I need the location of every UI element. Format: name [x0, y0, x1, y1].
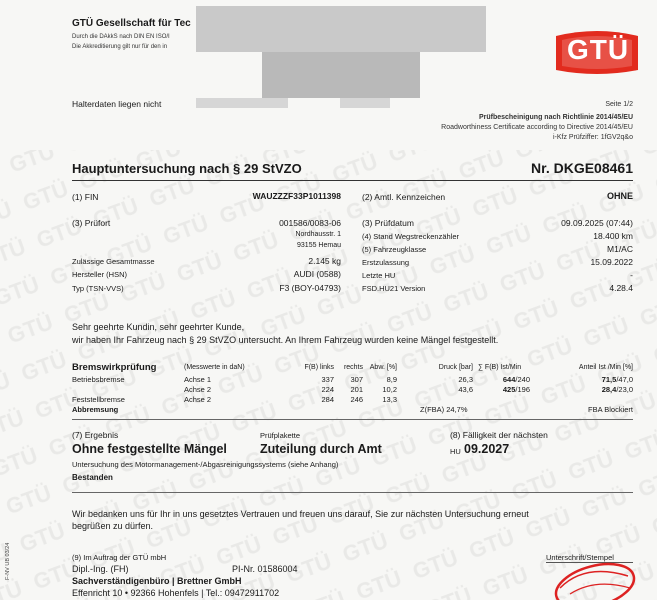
- pruefort-label: (3) Prüfort: [72, 218, 111, 228]
- brake-row-share: [570, 375, 633, 384]
- fsd-value: 4.28.4: [609, 283, 633, 293]
- signature-stamp-label: Unterschrift/Stempel: [546, 553, 614, 562]
- fsd-label: FSD.HU21 Version: [362, 284, 426, 293]
- cert-line-1: Prüfbescheinigung nach Richtlinie 2014/45/EU: [478, 114, 633, 121]
- office-name: Sachverständigenbüro | Brettner GmbH: [72, 576, 242, 586]
- plate-label: (2) Amtl. Kennzeichen: [362, 192, 446, 202]
- holder-notice: Halterdaten liegen nicht: [72, 99, 162, 109]
- date-label: (3) Prüfdatum: [362, 218, 414, 228]
- maker-value: AUDI (0588): [293, 269, 341, 279]
- brake-row-sum-actual: 425: [502, 385, 516, 394]
- class-label: (5) Fahrzeugklasse: [362, 245, 427, 254]
- date-value: 09.09.2025 (07:44): [561, 218, 633, 228]
- next-due-value: 09.2027: [464, 442, 510, 456]
- type-value: F3 (BOY-04793): [279, 283, 341, 293]
- odometer-label: (4) Stand Wegstreckenzähler: [362, 232, 459, 241]
- brake-row-pressure: 26,3: [458, 375, 473, 384]
- fin-label: (1) FIN: [72, 192, 99, 202]
- brake-row-deviation: 8,9: [386, 375, 397, 384]
- brake-header-share: Anteil Ist /Min [%]: [578, 364, 633, 371]
- fba-status: FBA Blockiert: [587, 405, 633, 414]
- page-title: Hauptuntersuchung nach § 29 StVZO: [72, 161, 302, 176]
- brake-row-pressure: 43,6: [458, 385, 473, 394]
- type-label: Typ (TSN-VVS): [72, 284, 124, 293]
- pruefort-address-1: Nordhausstr. 1: [295, 231, 341, 238]
- plakette-label: Prüfplakette: [260, 431, 301, 440]
- greeting-line-2: wir haben Ihr Fahrzeug nach § 29 StVZO untersucht. An Ihrem Fahrzeug wurden keine Mängel festgestellt.: [72, 335, 499, 345]
- registration-label: Erstzulassung: [362, 258, 410, 267]
- brake-test-note: (Messwerte in daN): [184, 364, 245, 371]
- logo-text: GTÜ: [566, 34, 630, 65]
- brake-row-label: Feststellbremse: [72, 395, 125, 404]
- form-code: F-NV UB 03/24: [5, 542, 11, 580]
- brake-row-left: 224: [321, 385, 334, 394]
- brake-row-sum-min: /196: [515, 385, 530, 394]
- brake-row-sum: [480, 385, 530, 394]
- closing-line-1: Wir bedanken uns für Ihr in uns gesetztes Vertrauen und freuen uns darauf, Sie zur nächsten Untersuchung erneut: [72, 509, 529, 519]
- brake-row-axle: Achse 2: [184, 395, 212, 404]
- closing-line-2: begrüßen zu dürfen.: [72, 521, 154, 531]
- brake-row-share-min: /23,0: [616, 385, 633, 394]
- brake-row-share-actual: 28,4: [601, 385, 617, 394]
- brake-row-sum-actual: 644: [502, 375, 516, 384]
- divider: [72, 180, 633, 181]
- divider: [72, 419, 633, 420]
- brake-row-right: 246: [350, 395, 363, 404]
- zfba-value: Z(FBA) 24,7%: [420, 405, 468, 414]
- brake-row-sum-min: /240: [515, 375, 530, 384]
- accreditation-line-1: Durch die DAkkS nach DIN EN ISO/I: [72, 34, 170, 40]
- pruefort-value: 001586/0083-06: [279, 218, 341, 228]
- brake-row-share-min: /47,0: [616, 375, 633, 384]
- redaction-block: [340, 98, 390, 108]
- brake-header-sum: ∑ F(B) Ist/Min: [478, 364, 522, 371]
- brake-row-axle: Achse 1: [184, 375, 212, 384]
- page-number: Seite 1/2: [605, 101, 633, 108]
- last-hu-value: -: [630, 270, 633, 280]
- brake-row-right: 201: [350, 385, 363, 394]
- maker-label: Hersteller (HSN): [72, 270, 128, 279]
- brake-row-deviation: 13,3: [382, 395, 397, 404]
- brake-row-right: 307: [350, 375, 363, 384]
- brake-header-right: rechts: [343, 364, 363, 371]
- brake-header-left: F(B) links: [304, 364, 334, 371]
- on-behalf-label: (9) Im Auftrag der GTÜ mbH: [72, 553, 167, 562]
- redaction-block: [196, 6, 486, 52]
- redaction-block: [196, 98, 288, 108]
- stamp-seal: [540, 558, 640, 600]
- redaction-block: [262, 52, 420, 98]
- pruefort-address-2: 93155 Hemau: [297, 242, 341, 249]
- brake-header-deviation: Abw. [%]: [369, 364, 397, 371]
- class-value: M1/AC: [607, 244, 633, 254]
- inspector-pi-number: PI-Nr. 01586004: [232, 564, 298, 574]
- brake-header-pressure: Druck [bar]: [438, 364, 473, 371]
- mass-value: 2.145 kg: [308, 256, 341, 266]
- emission-value: Bestanden: [72, 473, 113, 482]
- report-number: Nr. DKGE08461: [531, 160, 633, 176]
- brake-row-deviation: 10,2: [382, 385, 397, 394]
- cert-line-2: Roadworthiness Certificate according to Directive 2014/45/EU: [441, 124, 633, 131]
- accreditation-line-2: Die Akkreditierung gilt nur für den in: [72, 44, 168, 50]
- fin-value: WAUZZZF33P1011398: [252, 191, 341, 201]
- odometer-value: 18.400 km: [593, 231, 633, 241]
- brake-row-share-actual: 71,5: [601, 375, 617, 384]
- brake-row-left: 284: [321, 395, 334, 404]
- divider: [72, 492, 633, 493]
- last-hu-label: Letzte HU: [362, 271, 396, 280]
- result-value: Ohne festgestellte Mängel: [72, 442, 227, 456]
- brake-row-left: 337: [321, 375, 334, 384]
- brake-row-share: [570, 385, 633, 394]
- org-name: GTÜ Gesellschaft für Tec: [72, 18, 191, 29]
- brake-test-title: Bremswirkprüfung: [72, 362, 157, 373]
- brake-row-label: Betriebsbremse: [72, 375, 125, 384]
- mass-label: Zulässige Gesamtmasse: [72, 257, 155, 266]
- plate-value: OHNE: [606, 191, 633, 201]
- greeting-line-1: Sehr geehrte Kundin, sehr geehrter Kunde,: [72, 322, 245, 332]
- emission-label: Untersuchung des Motormanagement-/Abgasreinigungssystems (siehe Anhang): [72, 460, 339, 469]
- abbremsung-label: Abbremsung: [72, 405, 119, 414]
- plakette-value: Zuteilung durch Amt: [260, 442, 382, 456]
- next-due-label: (8) Fälligkeit der nächsten: [450, 430, 548, 440]
- cert-line-3: i-Kfz Prüfziffer: 1fGV2q&o: [552, 134, 633, 141]
- result-label: (7) Ergebnis: [72, 430, 119, 440]
- brake-row-axle: Achse 2: [184, 385, 212, 394]
- registration-value: 15.09.2022: [590, 257, 633, 267]
- next-due-prefix: HU: [450, 447, 461, 456]
- inspector-name: Dipl.-Ing. (FH): [72, 564, 129, 574]
- office-address: Effenricht 10 • 92366 Hohenfels | Tel.: 09472911702: [72, 588, 280, 598]
- brake-row-sum: [480, 375, 530, 384]
